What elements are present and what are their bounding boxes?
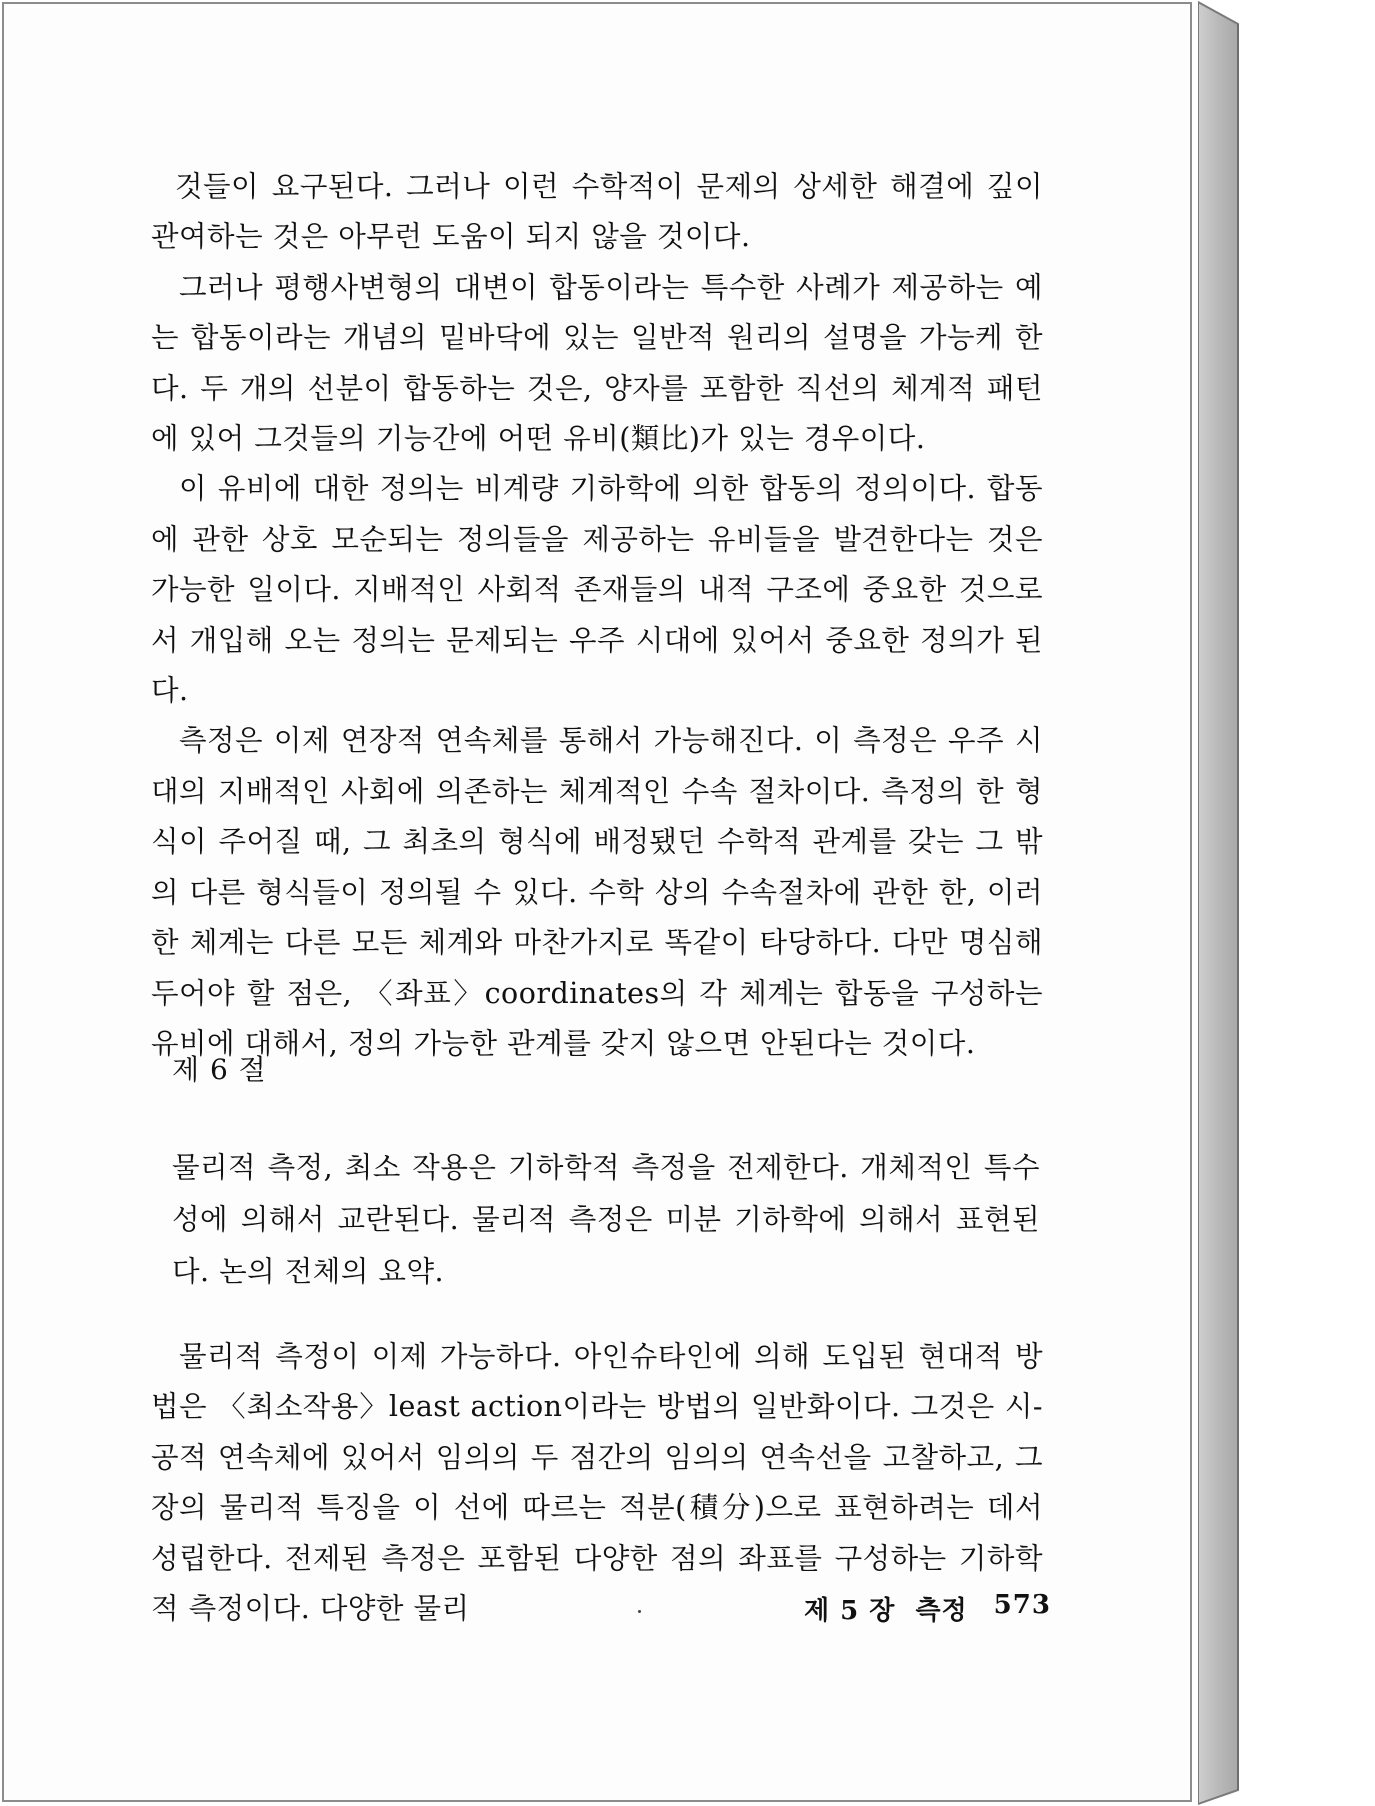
section-heading: 제 6 절 (172, 1053, 267, 1086)
section-summary: 물리적 측정, 최소 작용은 기하학적 측정을 전제한다. 개체적인 특수성에 의해서 교란된다. 물리적 측정은 미분 기하학에 의해서 표현된다. 논의 전체의 요약. (172, 1151, 1040, 1288)
footer-title: 측정 (915, 1596, 968, 1626)
book-edge (1198, 0, 1276, 1806)
body-text-top (151, 162, 1043, 1069)
book-page (2, 2, 1192, 1802)
page-speck (638, 1610, 641, 1613)
paragraph-continuation: 것들이 요구된다. 그러나 이런 수학적이 문제의 상세한 해결에 깊이 관여하는 것은 아무런 도움이 되지 않을 것이다. (151, 170, 1043, 254)
footer-chapter: 제 5 장 (804, 1596, 896, 1626)
page-number: 573 (993, 1590, 1051, 1620)
paragraph-measurement: 측정은 이제 연장적 연속체를 통해서 가능해진다. 이 측정은 우주 시대의 지배적인 사회에 의존하는 체계적인 수속 절차이다. 측정의 한 형식이 주어질 때, 그 최초의 형식에 배정됐던 수학적 관계를 갖는 그 밖의 다른 형식들이 정의될 수 있다. 수학 상의 수속절차에 관한 한, 이러한 체계는 다른 모든 체계와 마찬가지로 똑같이 타당하다. 다만 명심해두어야 할 점은, 〈좌표〉coordinates의 각 체계는 합동을 구성하는 유비에 대해서, 정의 가능한 관계를 갖지 않으면 안된다는 것이다. (151, 724, 1043, 1060)
paragraph-physical-measurement: 물리적 측정이 이제 가능하다. 아인슈타인에 의해 도입된 현대적 방법은 〈최소작용〉least action이라는 방법의 일반화이다. 그것은 시-공적 연속체에 있어서 임의의 두 점간의 임의의 연속선을 고찰하고, 그 장의 물리적 특징을 이 선에 따르는 적분(積分)으로 표현하려는 데서 성립한다. 전제된 측정은 포함된 다양한 점의 좌표를 구성하는 기하학적 측정이다. 다양한 물리 (151, 1340, 1043, 1626)
paragraph-parallelogram: 그러나 평행사변형의 대변이 합동이라는 특수한 사례가 제공하는 예는 합동이라는 개념의 밑바닥에 있는 일반적 원리의 설명을 가능케 한다. 두 개의 선분이 합동하는 것은, 양자를 포함한 직선의 체계적 패턴에 있어 그것들의 기능간에 어떤 유비(類比)가 있는 경우이다. (151, 270, 1043, 456)
running-footer (804, 1590, 1051, 1627)
paragraph-analogy-definition: 이 유비에 대한 정의는 비계량 기하학에 의한 합동의 정의이다. 합동에 관한 상호 모순되는 정의들을 제공하는 유비들을 발견한다는 것은 가능한 일이다. 지배적인 사회적 존재들의 내적 구조에 중요한 것으로서 개입해 오는 정의는 문제되는 우주 시대에 있어서 중요한 정의가 된다. (151, 472, 1043, 708)
